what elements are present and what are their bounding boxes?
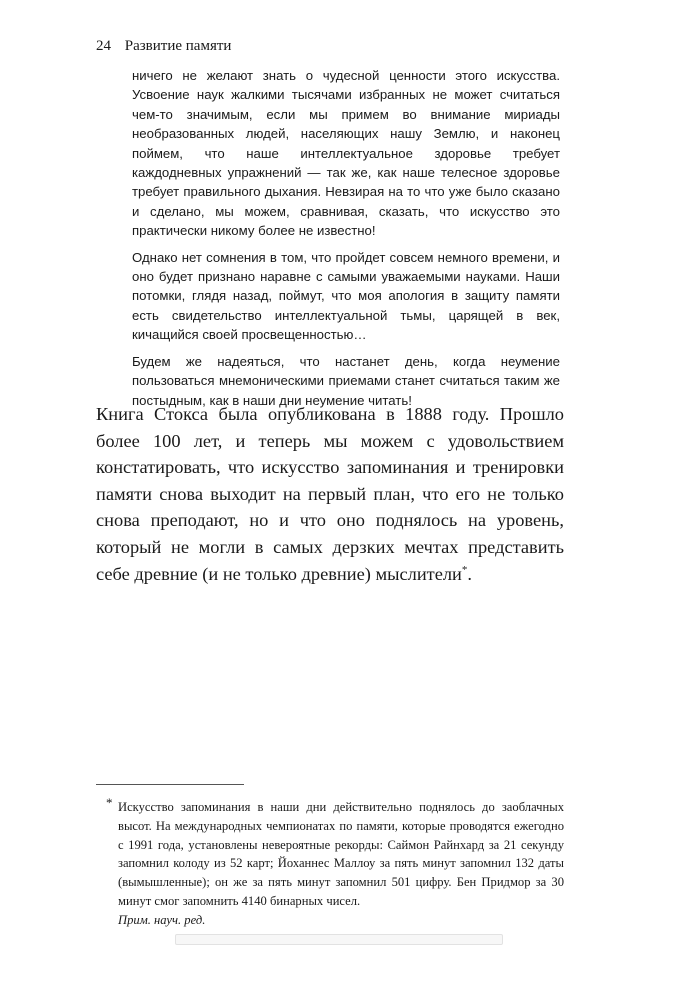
quote-paragraph: Будем же надеяться, что настанет день, когда неумение пользоваться мнемоническими приемами станет считаться таким же постыдным, как в наши дни неумение читать! xyxy=(132,353,560,408)
running-title: Развитие памяти xyxy=(124,38,232,54)
running-header xyxy=(96,38,231,55)
block-quote xyxy=(132,66,560,417)
quote-paragraph: ничего не желают знать о чудесной ценности этого искусства. Усвоение наук жалкими тысячами избранных не может считаться чем-то значимым, если мы примем во внимание мириады необразованных людей, населяющих нашу Землю, и наконец поймем, что наше интеллектуальное здоровье требует каждодневных упражнений — так же, как наше телесное здоровье требует правильного дыхания. Невзирая на то что уже было сказано и сделано, мы можем, сравнивая, сказать, что искусство это практически никому более не известно! xyxy=(132,68,560,239)
quote-paragraph: Однако нет сомнения в том, что пройдет совсем немного времени, и оно будет признано наравне с самыми уважаемыми науками. Наши потомки, глядя назад, поймут, что моя апология в защиту памяти есть свидетельство интеллектуальной тьмы, царящей в век, кичащийся своей просвещенностью… xyxy=(132,249,560,343)
paragraph-end-period: . xyxy=(467,563,473,584)
footnote-body: Искусство запоминания в наши дни действительно поднялось до заоблачных высот. На международных чемпионатах по памяти, которые проводятся ежегодно с 1991 года, установлены невероятные рекорды: Саймон Райнхард за 21 секунду запомнил колоду из 52 карт; Йоханнес Маллоу за пять минут запомнил 132 даты (вымышленные); он же за пять минут запомнил 501 цифру. Бен Придмор за 30 минут смог запомнить 4140 бинарных чисел. xyxy=(118,800,564,908)
footnote-divider xyxy=(96,784,244,785)
footnote-text xyxy=(118,798,564,930)
body-paragraph xyxy=(96,401,564,587)
main-text xyxy=(96,401,564,587)
page-bottom-bar xyxy=(175,934,503,945)
editor-note: Прим. науч. ред. xyxy=(118,912,206,927)
footnote-mark: * xyxy=(106,795,113,810)
footnote xyxy=(106,795,564,930)
footnote-reference[interactable]: * xyxy=(461,563,468,576)
page-number: 24 xyxy=(96,38,111,54)
body-paragraph-text: Книга Стокса была опубликована в 1888 году. Прошло более 100 лет, и теперь мы можем с удовольствием констатировать, что искусство запоминания и тренировки памяти снова выходит на первый план, что его не только снова преподают, но и что оно поднялось на уровень, который не могли в самых дерзких мечтах представить себе древние (и не только древние) мыслители xyxy=(96,404,564,584)
